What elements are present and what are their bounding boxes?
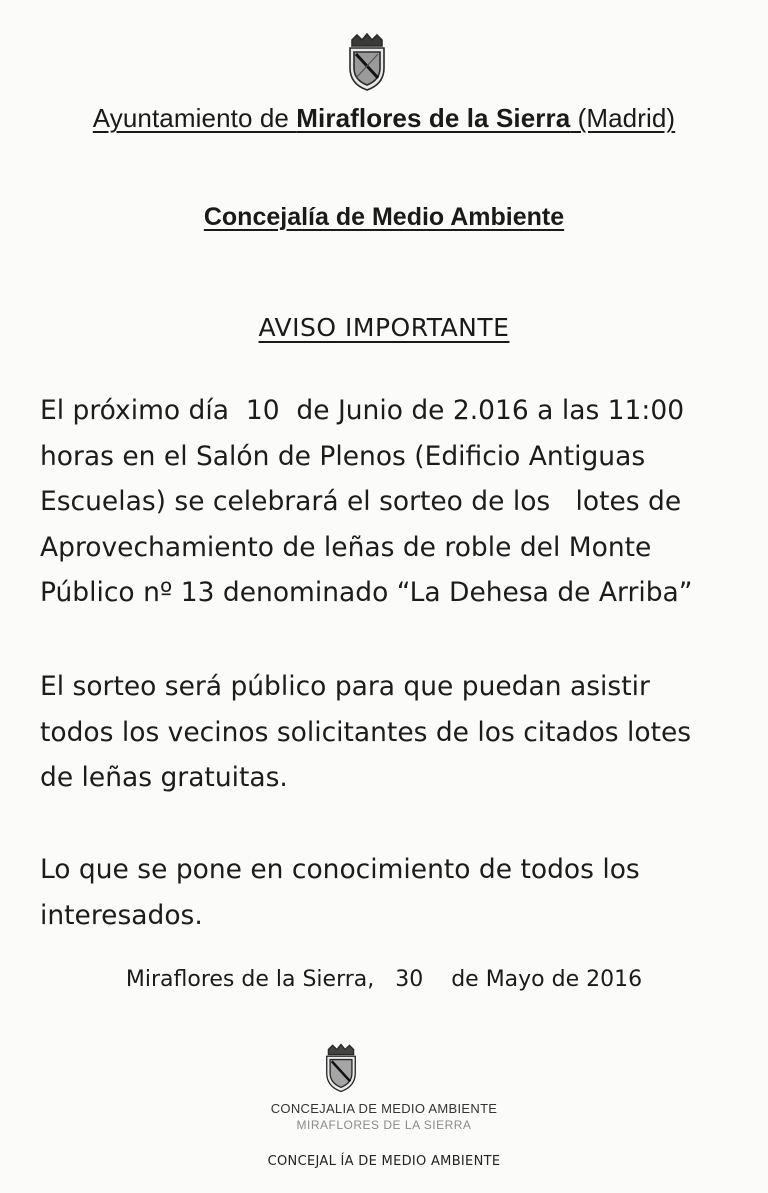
org-prefix: Ayuntamiento de: [92, 103, 297, 133]
stamp-text-municipality: MIRAFLORES DE LA SIERRA: [296, 1118, 472, 1132]
place-and-date: [0, 967, 768, 992]
paragraph-line: Lo que se pone en conocimiento de todos los: [40, 854, 640, 885]
org-name: Miraflores de la Sierra: [296, 103, 571, 133]
paragraph-line: Aprovechamiento de leñas de roble del Monte: [40, 531, 652, 563]
notice-title: AVISO IMPORTANTE: [258, 313, 510, 342]
department-title: Concejalía de Medio Ambiente: [203, 203, 565, 231]
notice-paragraph-3: [40, 847, 740, 938]
municipality-heading: [0, 103, 768, 134]
paragraph-line: horas en el Salón de Plenos (Edificio Antiguas: [40, 440, 646, 472]
paragraph-line: Público nº 13 denominado “La Dehesa de Arriba”: [40, 577, 693, 608]
notice-paragraph-2: [40, 664, 740, 801]
paragraph-line: El próximo día 10 de Junio de 2.016 a las 11:00: [40, 395, 685, 426]
paragraph-line: todos los vecinos solicitantes de los citados lotes: [40, 716, 692, 748]
stamp-coat-of-arms-icon: [320, 1042, 362, 1094]
signoff-text: Miraflores de la Sierra, 30 de Mayo de 2016: [125, 967, 643, 992]
stamp-text-department: CONCEJALIA DE MEDIO AMBIENTE: [270, 1101, 498, 1116]
paragraph-line: Escuelas) se celebrará el sorteo de los lotes de: [40, 486, 682, 517]
paragraph-line: El sorteo será público para que puedan asistir: [40, 671, 650, 702]
notice-paragraph-1: [40, 388, 740, 616]
paragraph-line: interesados.: [40, 899, 203, 931]
coat-of-arms-icon: [342, 32, 392, 92]
org-suffix: (Madrid): [570, 103, 676, 133]
paragraph-line: de leñas gratuitas.: [40, 762, 288, 793]
signature-caption: CONCEJAL ÍA DE MEDIO AMBIENTE: [267, 1154, 501, 1169]
